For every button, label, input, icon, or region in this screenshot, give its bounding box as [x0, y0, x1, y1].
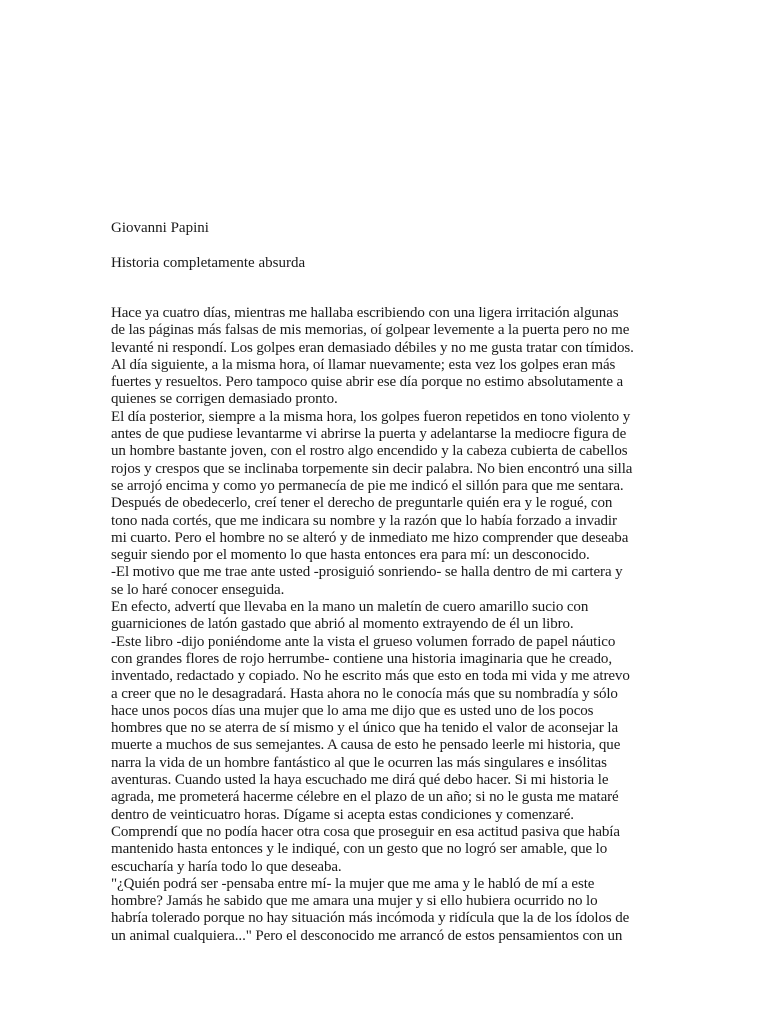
body-line: fuertes y resueltos. Pero tampoco quise abrir ese día porque no estimo absolutamente a [111, 374, 624, 391]
body-line: escucharía y haría todo lo que deseaba. [111, 858, 342, 875]
body-line: seguir siendo por el momento lo que hasta entonces era para mí: un desconocido. [111, 547, 590, 564]
body-line: se lo haré conocer enseguida. [111, 581, 285, 598]
body-line: hombres que no se aterra de sí mismo y el único que ha tenido el valor de aconsejar la [111, 720, 619, 737]
body-line: tono nada cortés, que me indicara su nombre y la razón que lo había forzado a invadir [111, 512, 617, 529]
body-line: a creer que no le desagradará. Hasta ahora no le conocía más que su nombradía y sólo [111, 685, 618, 702]
body-line: -El motivo que me trae ante usted -prosiguió sonriendo- se halla dentro de mi cartera y [111, 564, 623, 581]
body-line: guarniciones de latón gastado que abrió al momento extrayendo de él un libro. [111, 616, 574, 633]
body-line: habría tolerado porque no hay situación más incómoda y ridícula que la de los ídolos de [111, 910, 630, 927]
author-name: Giovanni Papini [111, 220, 209, 236]
body-line: muerte a muchos de sus semejantes. A causa de esto he pensado leerle mi historia, que [111, 737, 621, 754]
body-line: Hace ya cuatro días, mientras me hallaba escribiendo con una ligera irritación algunas [111, 305, 619, 321]
body-line: "¿Quién podrá ser -pensaba entre mí- la mujer que me ama y le habló de mí a este [111, 875, 595, 892]
body-line: hace unos pocos días una mujer que lo ama me dijo que es usted uno de los pocos [111, 702, 594, 719]
body-line: narra la vida de un hombre fantástico al que le ocurren las más singulares e insólitas [111, 754, 607, 771]
body-line: antes de que pudiese levantarme vi abrirse la puerta y adelantarse la mediocre figura de [111, 426, 627, 443]
body-line: Al día siguiente, a la misma hora, oí llamar nuevamente; esta vez los golpes eran más [111, 356, 616, 373]
body-line: Comprendí que no podía hacer otra cosa que proseguir en esa actitud pasiva que había [111, 823, 620, 840]
body-line: mi cuarto. Pero el hombre no se alteró y de inmediato me hizo comprender que deseaba [111, 529, 629, 546]
body-line: se arrojó encima y como yo permanecía de pie me indicó el sillón para que me sentara. [111, 477, 624, 494]
body-line: quienes se corrigen demasiado pronto. [111, 391, 338, 408]
body-line: hombre? Jamás he sabido que me amara una mujer y si ello hubiera ocurrido no lo [111, 893, 598, 910]
body-line: aventuras. Cuando usted la haya escuchado me dirá qué debo hacer. Si mi historia le [111, 772, 609, 789]
body-line: -Este libro -dijo poniéndome ante la vista el grueso volumen forrado de papel náutico [111, 633, 616, 650]
body-line: un animal cualquiera..." Pero el desconocido me arrancó de estos pensamientos con un [111, 927, 623, 944]
story-body [111, 305, 671, 945]
body-line: Después de obedecerlo, creí tener el derecho de preguntarle quién era y le rogué, con [111, 495, 613, 512]
body-line: dentro de veinticuatro horas. Dígame si acepta estas condiciones y comenzaré. [111, 806, 574, 823]
body-line: El día posterior, siempre a la misma hora, los golpes fueron repetidos en tono violento y [111, 408, 631, 425]
story-title: Historia completamente absurda [111, 255, 306, 271]
body-line: levanté ni respondí. Los golpes eran demasiado débiles y no me gusta tratar con tímidos. [111, 339, 634, 356]
body-line: de las páginas más falsas de mis memorias, oí golpear levemente a la puerta pero no me [111, 322, 630, 339]
body-line: inventado, redactado y copiado. No he escrito más que esto en toda mi vida y me atrevo [111, 668, 630, 685]
body-line: con grandes flores de rojo herrumbe- contiene una historia imaginaria que he creado, [111, 650, 612, 667]
body-line: rojos y crespos que se inclinaba torpemente sin decir palabra. No bien encontró una silla [111, 460, 633, 477]
body-line: En efecto, advertí que llevaba en la mano un maletín de cuero amarillo sucio con [111, 599, 589, 616]
body-line: un hombre bastante joven, con el rostro algo encendido y la cabeza cubierta de cabellos [111, 443, 628, 460]
body-line: mantenido hasta entonces y le indiqué, con un gesto que no logró ser amable, que lo [111, 841, 608, 858]
body-line: agrada, me prometerá hacerme célebre en el plazo de un año; si no le gusta me mataré [111, 789, 619, 806]
